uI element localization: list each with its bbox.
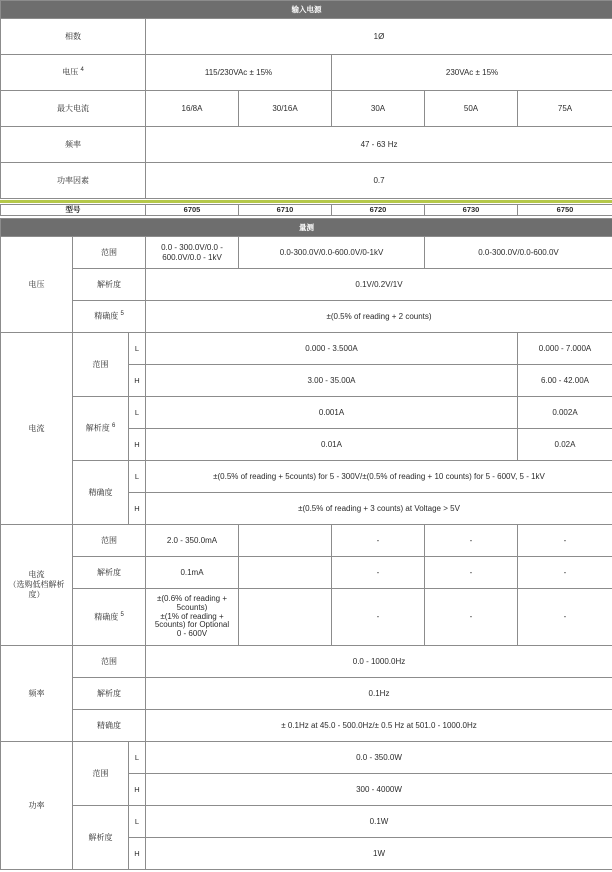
meas-power-range-h-tag: H	[129, 774, 146, 806]
meas-current-acc-h-tag: H	[129, 493, 146, 525]
power-factor-value: 0.7	[146, 163, 612, 199]
meas-frequency-range: 0.0 - 1000.0Hz	[146, 646, 612, 678]
meas-current-range-h-6750: 6.00 - 42.00A	[518, 365, 612, 397]
meas-voltage-acc-label	[73, 301, 146, 333]
meas-current-res-l-tag: L	[129, 397, 146, 429]
meas-frequency-acc: ± 0.1Hz at 45.0 - 500.0Hz/± 0.5 Hz at 501.0 - 1000.0Hz	[146, 710, 612, 742]
input-power-header: 输入电源	[1, 1, 612, 19]
meas-power-range-l: 0.0 - 350.0W	[146, 742, 612, 774]
meas-current-res-l-6750: 0.002A	[518, 397, 612, 429]
meas-current-range-h: 3.00 - 35.00A	[146, 365, 518, 397]
meas-current-res-note: 6	[111, 423, 116, 430]
meas-lowcurrent-res-6710	[239, 557, 332, 589]
meas-lowcurrent-res-6720: -	[332, 557, 425, 589]
meas-power-label: 功率	[1, 742, 73, 870]
meas-lowcurrent-res-label: 解析度	[73, 557, 146, 589]
meas-current-acc-l: ±(0.5% of reading + 5counts) for 5 - 300V/±(0.5% of reading + 10 counts) for 5 - 600V, 5 - 1kV	[146, 461, 612, 493]
meas-current-res-label	[73, 397, 129, 461]
meas-power-range-h: 300 - 4000W	[146, 774, 612, 806]
meas-current-acc-label: 精确度	[73, 461, 129, 525]
measurement-table	[0, 218, 612, 870]
model-6750: 6750	[518, 205, 612, 216]
meas-current-res-h-6750: 0.02A	[518, 429, 612, 461]
meas-lowcurrent-acc-note: 5	[120, 611, 124, 618]
model-6730: 6730	[425, 205, 518, 216]
voltage-value-2: 230VAc ± 15%	[332, 55, 612, 91]
meas-lowcurrent-acc-line-5: 0 - 600V	[176, 629, 208, 639]
max-current-label: 最大电流	[1, 91, 146, 127]
model-6720: 6720	[332, 205, 425, 216]
meas-current-res-h: 0.01A	[146, 429, 518, 461]
meas-current-res-l: 0.001A	[146, 397, 518, 429]
meas-current-range-h-tag: H	[129, 365, 146, 397]
meas-voltage-acc-note: 5	[120, 311, 124, 318]
meas-frequency-label: 频率	[1, 646, 73, 742]
meas-frequency-range-label: 范围	[73, 646, 146, 678]
meas-voltage-range-6705: 0.0 - 300.0V/0.0 - 600.0V/0.0 - 1kV	[146, 237, 239, 269]
meas-current-label: 电流	[1, 333, 73, 525]
phase-value: 1Ø	[146, 19, 612, 55]
meas-voltage-range-6730-6750: 0.0-300.0V/0.0-600.0V	[425, 237, 612, 269]
voltage-value-1: 115/230VAc ± 15%	[146, 55, 332, 91]
meas-lowcurrent-range-6705: 2.0 - 350.0mA	[146, 525, 239, 557]
meas-voltage-range-6710-6720: 0.0-300.0V/0.0-600.0V/0-1kV	[239, 237, 425, 269]
meas-voltage-res-label: 解析度	[73, 269, 146, 301]
power-factor-label: 功率因素	[1, 163, 146, 199]
meas-current-res-h-tag: H	[129, 429, 146, 461]
model-table	[0, 204, 612, 216]
max-current-6750: 75A	[518, 91, 612, 127]
meas-lowcurrent-acc-line-4: 5counts) for Optional	[154, 620, 230, 630]
meas-current-range-l-6750: 0.000 - 7.000A	[518, 333, 612, 365]
meas-current-range-l-tag: L	[129, 333, 146, 365]
meas-frequency-acc-label: 精确度	[73, 710, 146, 742]
meas-lowcurrent-acc-6710	[239, 589, 332, 646]
meas-lowcurrent-label-2: （选购低档解析度）	[8, 580, 65, 599]
meas-power-res-h-tag: H	[129, 838, 146, 870]
meas-current-acc-h: ±(0.5% of reading + 3 counts) at Voltage > 5V	[146, 493, 612, 525]
phase-label: 相数	[1, 19, 146, 55]
measurement-header: 量测	[1, 219, 612, 237]
max-current-6730: 50A	[425, 91, 518, 127]
meas-lowcurrent-range-6720: -	[332, 525, 425, 557]
meas-power-res-l: 0.1W	[146, 806, 612, 838]
meas-frequency-res-label: 解析度	[73, 678, 146, 710]
meas-lowcurrent-res-6705: 0.1mA	[146, 557, 239, 589]
meas-lowcurrent-range-6750: -	[518, 525, 612, 557]
voltage-label-text: 电压	[62, 67, 79, 77]
voltage-note: 4	[80, 67, 84, 74]
model-6710: 6710	[239, 205, 332, 216]
meas-lowcurrent-res-6730: -	[425, 557, 518, 589]
meas-lowcurrent-range-label: 范围	[73, 525, 146, 557]
max-current-6705: 16/8A	[146, 91, 239, 127]
meas-voltage-res: 0.1V/0.2V/1V	[146, 269, 612, 301]
meas-power-range-label: 范围	[73, 742, 129, 806]
max-current-6720: 30A	[332, 91, 425, 127]
meas-lowcurrent-acc-line-1: ±(0.6% of reading +	[157, 593, 227, 603]
model-label: 型号	[1, 205, 146, 216]
input-frequency-label: 频率	[1, 127, 146, 163]
meas-power-range-l-tag: L	[129, 742, 146, 774]
meas-frequency-res: 0.1Hz	[146, 678, 612, 710]
meas-lowcurrent-label	[1, 525, 73, 646]
meas-lowcurrent-label-1: 电流	[28, 570, 45, 579]
meas-lowcurrent-acc-6730: -	[425, 589, 518, 646]
meas-power-res-label: 解析度	[73, 806, 129, 870]
model-6705: 6705	[146, 205, 239, 216]
meas-lowcurrent-res-6750: -	[518, 557, 612, 589]
meas-voltage-range-label: 范围	[73, 237, 146, 269]
meas-lowcurrent-acc-label	[73, 589, 146, 646]
meas-lowcurrent-acc-6705	[146, 589, 239, 646]
input-frequency-value: 47 - 63 Hz	[146, 127, 612, 163]
meas-voltage-acc-label-text: 精确度	[94, 311, 119, 321]
meas-power-res-h: 1W	[146, 838, 612, 870]
meas-lowcurrent-acc-line-3: ±(1% of reading +	[160, 611, 224, 621]
meas-current-acc-l-tag: L	[129, 461, 146, 493]
meas-current-res-label-text: 解析度	[85, 423, 110, 433]
max-current-6710: 30/16A	[239, 91, 332, 127]
voltage-label	[1, 55, 146, 91]
meas-lowcurrent-acc-line-2: 5counts)	[176, 602, 208, 612]
meas-lowcurrent-range-6710	[239, 525, 332, 557]
meas-current-range-label: 范围	[73, 333, 129, 397]
meas-voltage-label: 电压	[1, 237, 73, 333]
meas-lowcurrent-acc-label-text: 精确度	[94, 612, 119, 622]
section-divider	[0, 200, 612, 203]
meas-voltage-acc: ±(0.5% of reading + 2 counts)	[146, 301, 612, 333]
meas-current-range-l: 0.000 - 3.500A	[146, 333, 518, 365]
meas-lowcurrent-acc-6750: -	[518, 589, 612, 646]
meas-power-res-l-tag: L	[129, 806, 146, 838]
meas-lowcurrent-acc-6720: -	[332, 589, 425, 646]
input-power-table	[0, 0, 612, 199]
meas-lowcurrent-range-6730: -	[425, 525, 518, 557]
